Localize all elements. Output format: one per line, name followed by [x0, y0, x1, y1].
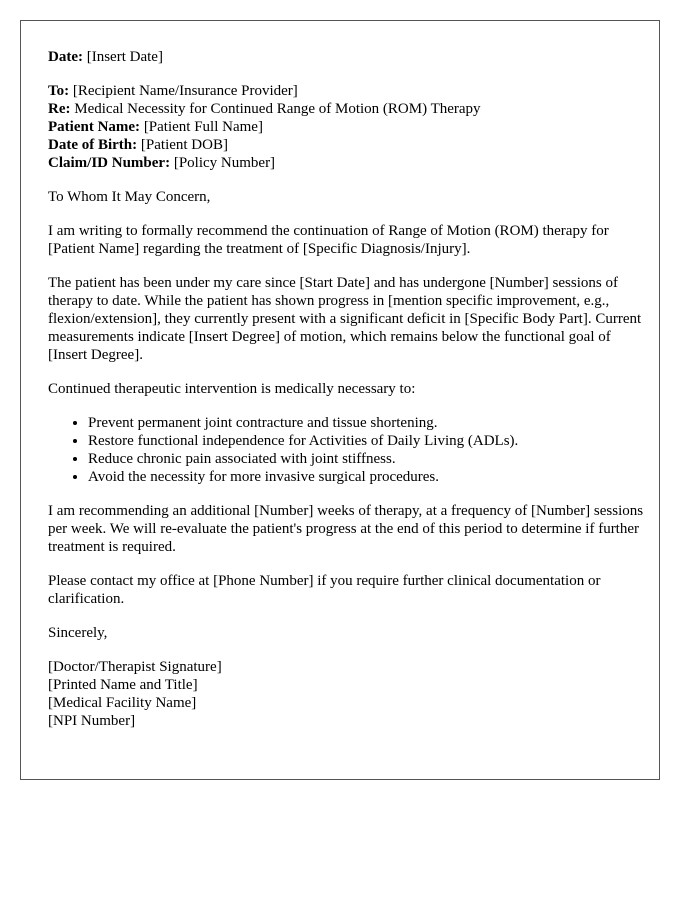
- patient-name-line: [48, 118, 648, 136]
- dob-label: Date of Birth:: [48, 137, 138, 153]
- signature-line: [Doctor/Therapist Signature]: [48, 659, 222, 675]
- date-label: Date:: [48, 49, 83, 65]
- paragraph-contact: Please contact my office at [Phone Number] if you require further clinical documentation or clarification.: [48, 573, 601, 607]
- claim-line: [48, 154, 648, 172]
- recipient-value: [Recipient Name/Insurance Provider]: [69, 83, 298, 99]
- list-item: • Avoid the necessity for more invasive surgical procedures.: [88, 468, 648, 486]
- signature-block: [48, 658, 648, 730]
- dob-value: [Patient DOB]: [137, 137, 228, 153]
- dob-line: [48, 136, 648, 154]
- paragraph-intro: I am writing to formally recommend the continuation of Range of Motion (ROM) therapy for [Patient Name] regarding the treatment of [Specific Diagnosis/Injury].: [48, 223, 609, 257]
- recipient-label: To:: [48, 83, 70, 99]
- npi-line: [NPI Number]: [48, 713, 136, 729]
- signoff: Sincerely,: [48, 625, 108, 641]
- subject-value: Medical Necessity for Continued Range of Motion (ROM) Therapy: [70, 101, 481, 117]
- paragraph-history: The patient has been under my care since [Start Date] and has undergone [Number] sessions of therapy to date. While the patient has shown progress in [mention specific improvement, e.g., flexion/extension], they currently present with a significant deficit in [Specific Body Part]. Current measurements indicate [Insert Degree] of motion, which remains below the functional goal of [Insert Degree].: [48, 275, 642, 363]
- date-line: [48, 48, 648, 66]
- subject-line: [48, 100, 648, 118]
- necessity-list: [48, 414, 648, 486]
- list-item: • Prevent permanent joint contracture and tissue shortening.: [88, 414, 648, 432]
- paragraph-plan: I am recommending an additional [Number] weeks of therapy, at a frequency of [Number] sessions per week. We will re-evaluate the patient's progress at the end of this period to determine if further treatment is required.: [48, 503, 644, 555]
- letter-header: [48, 82, 648, 172]
- facility-line: [Medical Facility Name]: [48, 695, 197, 711]
- patient-name-label: Patient Name:: [48, 119, 141, 135]
- salutation: To Whom It May Concern,: [48, 189, 211, 205]
- claim-value: [Policy Number]: [170, 155, 276, 171]
- paragraph-necessity: Continued therapeutic intervention is medically necessary to:: [48, 381, 416, 397]
- letter-body: [48, 48, 648, 730]
- list-item: • Restore functional independence for Activities of Daily Living (ADLs).: [88, 432, 648, 450]
- patient-name-value: [Patient Full Name]: [140, 119, 263, 135]
- date-value: [Insert Date]: [82, 49, 163, 65]
- printed-name-line: [Printed Name and Title]: [48, 677, 198, 693]
- recipient-line: [48, 82, 648, 100]
- claim-label: Claim/ID Number:: [48, 155, 171, 171]
- subject-label: Re:: [48, 101, 71, 117]
- list-item: • Reduce chronic pain associated with joint stiffness.: [88, 450, 648, 468]
